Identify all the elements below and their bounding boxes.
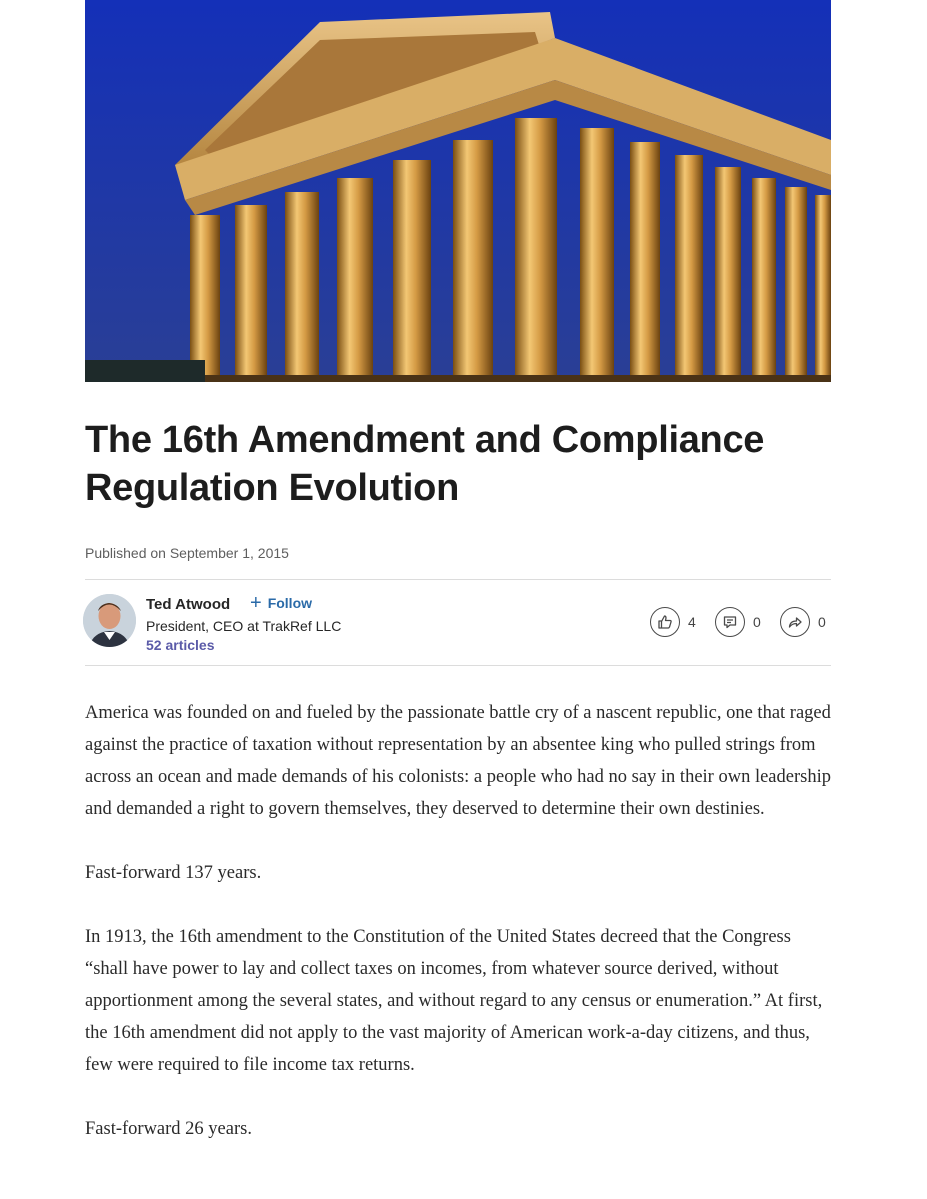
article-title: The 16th Amendment and Compliance Regulation Evolution [85,419,765,509]
author-name[interactable]: Ted Atwood [146,596,231,613]
article-body [85,697,835,1177]
thumbs-up-icon [650,607,680,637]
plus-icon: + [250,592,262,614]
paragraph: In 1913, the 16th amendment to the Constitution of the United States decreed that the Congress “shall have power to lay and collect taxes on incomes, from whatever source derived, without apportionment among the several states, and without regard to any census or enumeration.” At first, the 16th amendment did not apply to the vast majority of American work-a-day citizens, and thus, few were required to file income tax returns. [85,927,823,1075]
follow-label: Follow [267,595,313,611]
author-articles-link[interactable]: 52 articles [146,637,215,653]
author-avatar[interactable] [83,594,136,647]
avatar-portrait [83,594,136,647]
paragraph: Fast-forward 137 years. [85,863,262,883]
author-headline: President, CEO at TrakRef LLC [146,618,342,634]
like-count: 4 [688,614,696,630]
divider [85,665,831,666]
hero-image [85,0,831,382]
comment-button[interactable] [715,607,761,637]
share-arrow-icon [780,607,810,637]
paragraph: America was founded on and fueled by the passionate battle cry of a nascent republic, one that raged against the practice of taxation without representation by an absentee king who pulled strings from across an ocean and made demands of his colonists: a people who had no say in their own leadership and demanded a right to govern themselves, they deserved to determine their own destinies. [85,703,831,819]
like-button[interactable] [650,607,696,637]
paragraph: Fast-forward 26 years. [85,1119,252,1139]
published-date: Published on September 1, 2015 [85,545,289,561]
comment-icon [715,607,745,637]
share-button[interactable] [780,607,826,637]
comment-count: 0 [753,614,761,630]
follow-button[interactable] [250,594,312,612]
share-count: 0 [818,614,826,630]
divider [85,579,831,580]
parthenon-illustration [85,0,831,382]
